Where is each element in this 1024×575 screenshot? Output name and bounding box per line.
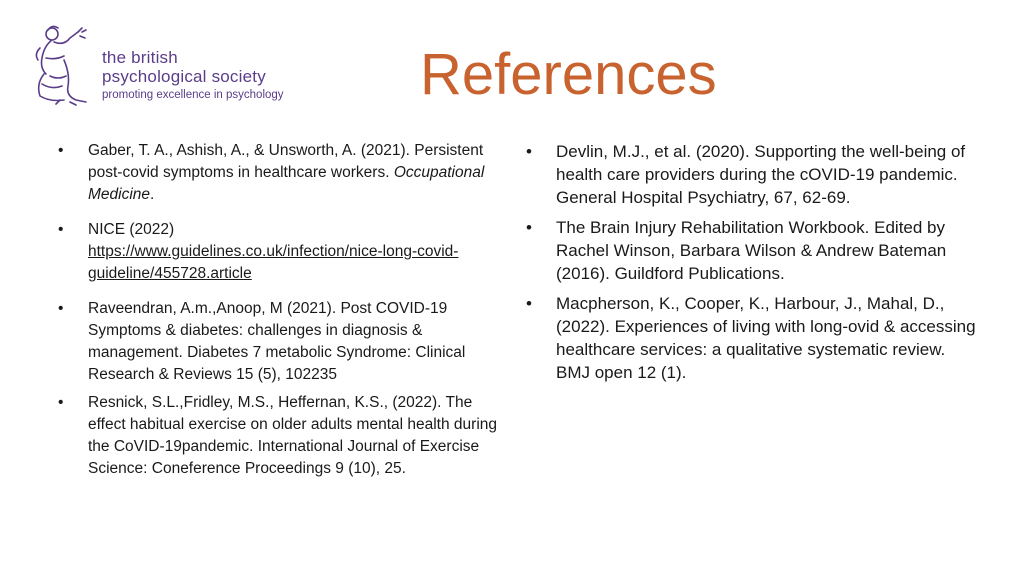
reference-text: Devlin, M.J., et al. (2020). Supporting the well-being of health care providers during the cOVID-19 pandemic. General Hospital Psychiatry, 67, 62-69.	[556, 142, 966, 207]
references-left-list	[58, 140, 508, 493]
reference-text: NICE (2022)	[88, 221, 175, 238]
reference-item	[58, 140, 508, 206]
logo-tagline: promoting excellence in psychology	[102, 89, 284, 101]
logo-wordmark	[102, 48, 284, 103]
page-title: References	[420, 42, 717, 107]
reference-item	[58, 219, 508, 285]
logo-line-2: psychological society	[102, 67, 266, 86]
bps-figure-logo-icon	[30, 24, 98, 106]
reference-text-end: .	[150, 186, 155, 203]
reference-item	[526, 292, 981, 384]
reference-text: Raveendran, A.m.,Anoop, M (2021). Post COVID-19 Symptoms & diabetes: challenges in diagnosis & management. Diabetes 7 metabolic Syndrome: Clinical Research & Reviews 15 (5), 102235	[88, 300, 466, 383]
reference-item	[526, 216, 981, 285]
logo-line-1: the british	[102, 48, 178, 67]
reference-item	[526, 140, 981, 209]
bps-logo	[30, 24, 310, 110]
references-right-list	[526, 140, 981, 391]
reference-item	[58, 298, 508, 386]
journal-title: Occupational Medicine	[88, 164, 485, 203]
reference-link[interactable]: https://www.guidelines.co.uk/infection/nice-long-covid-guideline/455728.article	[88, 243, 459, 282]
reference-text: The Brain Injury Rehabilitation Workbook. Edited by Rachel Winson, Barbara Wilson & Andrew Bateman (2016). Guildford Publications.	[556, 218, 947, 283]
reference-item	[58, 392, 508, 480]
reference-text: Gaber, T. A., Ashish, A., & Unsworth, A. (2021). Persistent post-covid symptoms in healthcare workers.	[88, 142, 484, 181]
reference-text: Resnick, S.L.,Fridley, M.S., Heffernan, K.S., (2022). The effect habitual exercise on older adults mental health during the CoVID-19pandemic. International Journal of Exercise Science: Coneference Proceedings 9 (10), 25.	[88, 394, 498, 477]
reference-text: Macpherson, K., Cooper, K., Harbour, J., Mahal, D., (2022). Experiences of living with long-ovid & accessing healthcare services: a qualitative systematic review. BMJ open 12 (1).	[556, 294, 976, 382]
